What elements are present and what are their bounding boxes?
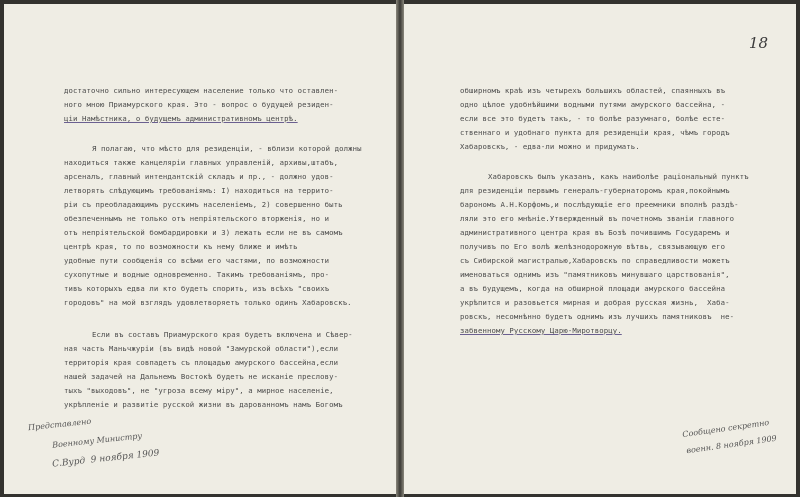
handwritten-note: Сообщено секретно [681, 417, 770, 440]
text-line: именоваться однимъ изъ "памятниковъ минувшаго царствованія", [460, 270, 730, 279]
text-line: ціи Намѣстника, о будущемъ административномъ центрѣ. [64, 114, 298, 123]
page-number: 18 [748, 34, 768, 52]
handwritten-note: военн. 8 ноября 1909 [685, 433, 778, 456]
text-line: сухопутные и водные одновременно. Такимъ требованіямъ, про- [64, 270, 330, 279]
text-line: территорія края совпадетъ съ площадью амурского бассейна,если [64, 358, 339, 367]
text-line: тивъ которыхъ едва ли кто будетъ спорить, изъ всѣхъ "своихъ [64, 284, 330, 293]
text-line: ріи съ преобладающимъ русскимъ населеніемъ, 2) совершенно быть [64, 200, 343, 209]
text-line: ровскъ, несомнѣнно будетъ однимъ изъ лучшихъ памятниковъ не- [460, 312, 735, 321]
text-line: Хабаровскъ былъ указанъ, какъ наиболѣе раціональный пунктъ [488, 172, 749, 181]
text-line: отъ непріятельской бомбардировки и 3) лежать если не въ самомъ [64, 228, 343, 237]
handwritten-signature: С.Вурд 9 ноября 1909 [51, 448, 160, 470]
text-line: нашей задачей на Дальнемъ Востокѣ будетъ не исканіе преслову- [64, 372, 339, 381]
text-line: а въ будущемъ, когда на обширной площади амурского бассейна [460, 284, 726, 293]
text-line: тыхъ "выходовъ", не "угроза всему міру", а мирное населеніе, [64, 386, 334, 395]
text-line: съ Сибирской магистралью,Хабаровскъ по справедливости можетъ [460, 256, 730, 265]
text-line: ного мною Приамурского края. Это - вопрос о будущей резиден- [64, 100, 334, 109]
text-line: забвенному Русскому Царю-Миротворцу. [460, 326, 622, 335]
handwritten-note: Представлено [27, 416, 92, 433]
text-line: обширномъ краѣ изъ четырехъ большихъ областей, спаянныхъ въ [460, 86, 726, 95]
text-line: летворять слѣдующимъ требованіямъ: I) находиться на террито- [64, 186, 334, 195]
text-line: получивъ по Его волѣ желѣзнодорожную вѣтвь, связывающую его [460, 242, 726, 251]
text-line: находиться также канцеляріи главных управленій, архивы,штабъ, [64, 158, 339, 167]
text-line: Если въ составъ Приамурского края будетъ включена и Сѣвер- [92, 330, 353, 339]
text-line: административного центра края въ Бозѣ почившимъ Государемъ и [460, 228, 730, 237]
text-line: центрѣ края, то по возможности къ нему ближе и имѣть [64, 242, 298, 251]
text-line: одно цѣлое удобнѣйшими водными путями амурского бассейна, - [460, 100, 726, 109]
text-line: достаточно сильно интересующем население только что оставлен- [64, 86, 339, 95]
text-line: ная часть Маньчжуріи (въ видѣ новой "Замурской области"),если [64, 344, 339, 353]
book-gutter [396, 0, 404, 497]
text-line: удобные пути сообщенія со всѣми его частями, по возможности [64, 256, 330, 265]
text-line: ственнаго и удобнаго пункта для резиденціи края, чѣмъ городъ [460, 128, 730, 137]
text-line: городовъ" на мой взглядъ удовлетворяетъ только одинъ Хабаровскъ. [64, 298, 352, 307]
text-line: обезпеченнымъ не только отъ непріятельского вторженія, но и [64, 214, 330, 223]
text-line: арсеналъ, главный интендантскій складъ и пр., - должно удов- [64, 172, 334, 181]
text-line: если все это будетъ такъ, - то болѣе разумнаго, болѣе есте- [460, 114, 726, 123]
text-line: барономъ А.Н.Корфомъ,и послѣдующіе его преемники вполнѣ раздѣ- [460, 200, 739, 209]
handwritten-note: Военному Министру [51, 431, 143, 450]
text-line: Я полагаю, что мѣсто для резиденціи, - вблизи которой должны [92, 144, 362, 153]
text-line: для резиденціи первымъ генералъ-губернаторомъ края,покойнымъ [460, 186, 730, 195]
text-line: Хабаровскъ, - едва-ли можно и придумать. [460, 142, 640, 151]
text-line: укрѣпится и разовьется мирная и добрая русская жизнь, Хаба- [460, 298, 730, 307]
text-line: ляли это его мнѣніе.Утвержденный въ почетномъ званіи главного [460, 214, 735, 223]
left-page [4, 4, 397, 494]
right-page [404, 4, 796, 494]
text-line: укрѣпленіе и развитіе русской жизни въ дарованномъ намъ Богомъ [64, 400, 343, 409]
